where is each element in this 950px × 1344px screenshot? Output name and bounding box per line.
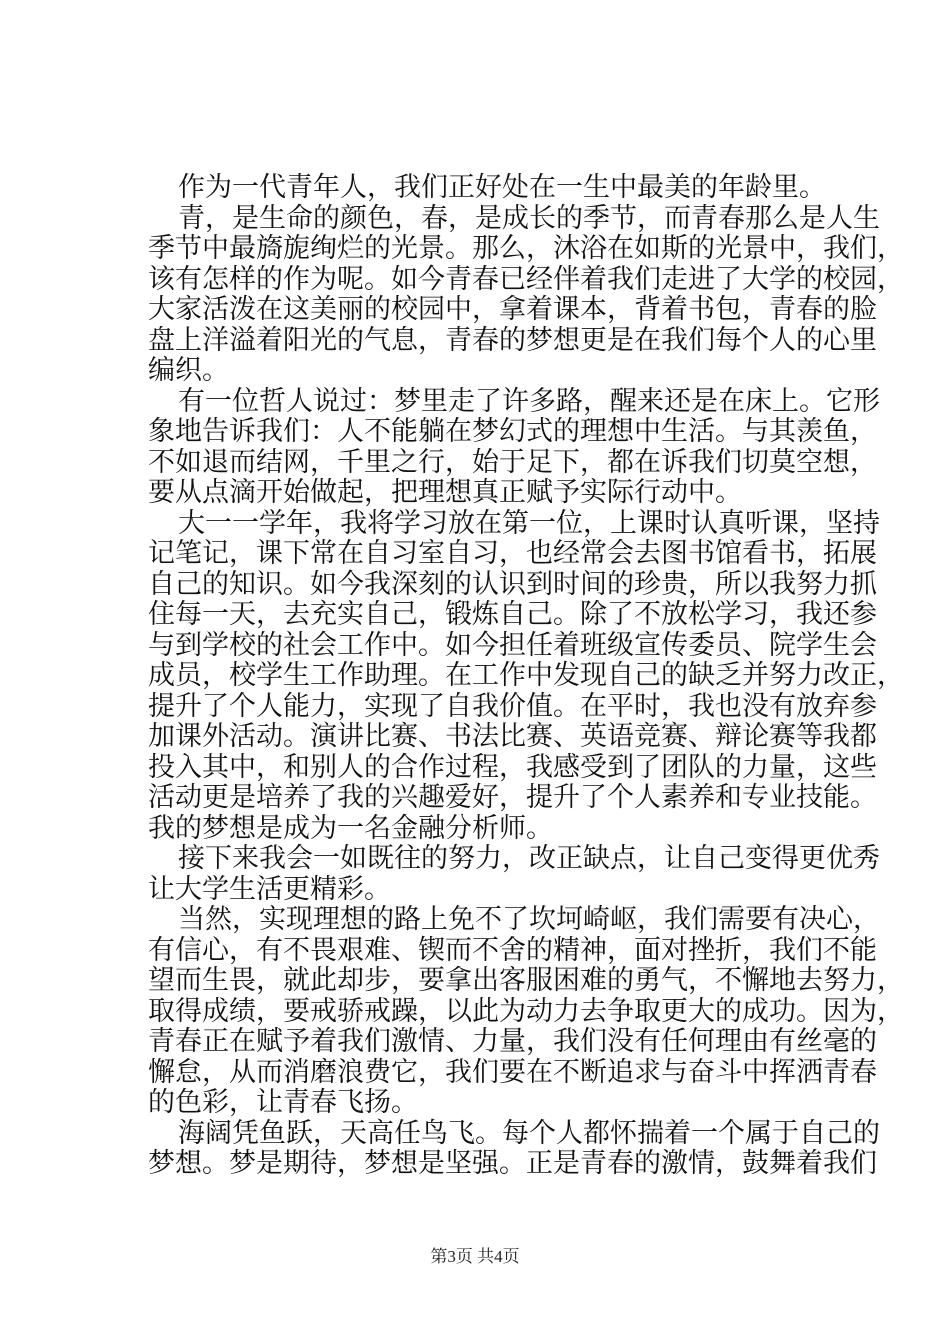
text-line: 活动更是培养了我的兴趣爱好，提升了个人素养和专业技能。 — [148, 782, 877, 813]
text-line: 要从点滴开始做起，把理想真正赋予实际行动中。 — [148, 477, 742, 508]
text-line: 盘上洋溢着阳光的气息，青春的梦想更是在我们每个人的心里 — [148, 324, 877, 356]
paragraph — [148, 1117, 880, 1180]
text-line: 记笔记，课下常在自习室自习，也经常会去图书馆看书，拓展 — [148, 538, 877, 569]
paragraph — [148, 507, 904, 845]
paragraph — [148, 202, 904, 387]
text-line: 青，是生命的颜色，春，是成长的季节，而青春那么是人生 — [178, 202, 880, 234]
text-line: 梦想。梦是期待，梦想是坚强。正是青春的激情，鼓舞着我们 — [148, 1148, 877, 1179]
paragraph — [148, 173, 830, 204]
text-line: 该有怎样的作为呢。如今青春已经伴着我们走进了大学的校园， — [148, 263, 904, 295]
paragraph — [148, 904, 904, 1119]
text-line: 象地告诉我们：人不能躺在梦幻式的理想中生活。与其羡鱼， — [148, 416, 877, 447]
text-line: 让大学生活更精彩。 — [148, 873, 391, 905]
text-line: 当然，实现理想的路上免不了坎坷崎岖，我们需要有决心， — [178, 904, 880, 935]
paragraph — [148, 385, 880, 509]
text-line: 大一一学年，我将学习放在第一位，上课时认真听课，坚持 — [178, 507, 880, 539]
text-line: 望而生畏，就此却步，要拿出客服困难的勇气，不懈地去努力， — [148, 965, 904, 996]
text-line: 作为一代青年人，我们正好处在一生中最美的年龄里。 — [178, 172, 826, 203]
text-line: 我的梦想是成为一名金融分析师。 — [148, 812, 553, 844]
text-line: 提升了个人能力，实现了自我价值。在平时，我也没有放弃参 — [148, 690, 877, 722]
text-line: 自己的知识。如今我深刻的认识到时间的珍贵，所以我努力抓 — [148, 568, 877, 600]
text-line: 成员，校学生工作助理。在工作中发现自己的缺乏并努力改正， — [148, 660, 904, 691]
document-body — [148, 172, 904, 1180]
text-line: 不如退而结网，千里之行，始于足下，都在诉我们切莫空想， — [148, 446, 877, 478]
text-line: 海阔凭鱼跃，天高任鸟飞。每个人都怀揣着一个属于自己的 — [178, 1117, 880, 1149]
text-line: 青春正在赋予着我们激情、力量，我们没有任何理由有丝毫的 — [148, 1026, 877, 1057]
text-line: 投入其中，和别人的合作过程，我感受到了团队的力量，这些 — [148, 751, 877, 783]
text-line: 的色彩，让青春飞扬。 — [148, 1087, 418, 1118]
text-line: 住每一天，去充实自己，锻炼自己。除了不放松学习，我还参 — [148, 599, 877, 630]
text-line: 接下来我会一如既往的努力，改正缺点，让自己变得更优秀 — [178, 843, 880, 874]
text-line: 有信心，有不畏艰难、锲而不舍的精神，面对挫折，我们不能 — [148, 934, 877, 966]
text-line: 取得成绩，要戒骄戒躁，以此为动力去争取更大的成功。因为， — [148, 995, 904, 1027]
text-line: 加课外活动。演讲比赛、书法比赛、英语竞赛、辩论赛等我都 — [148, 721, 877, 752]
text-line: 大家活泼在这美丽的校园中，拿着课本，背着书包，青春的脸 — [148, 294, 877, 325]
paragraph — [148, 843, 880, 905]
text-line: 季节中最旖旎绚烂的光景。那么，沐浴在如斯的光景中，我们， — [148, 233, 904, 264]
text-line: 编织。 — [148, 355, 229, 386]
text-line: 懈怠，从而消磨浪费它，我们要在不断追求与奋斗中挥洒青春 — [148, 1056, 877, 1088]
page-number-footer: 第3页 共4页 — [430, 1247, 520, 1266]
text-line: 与到学校的社会工作中。如今担任着班级宣传委员、院学生会 — [148, 629, 877, 661]
text-line: 有一位哲人说过：梦里走了许多路，醒来还是在床上。它形 — [178, 385, 880, 417]
